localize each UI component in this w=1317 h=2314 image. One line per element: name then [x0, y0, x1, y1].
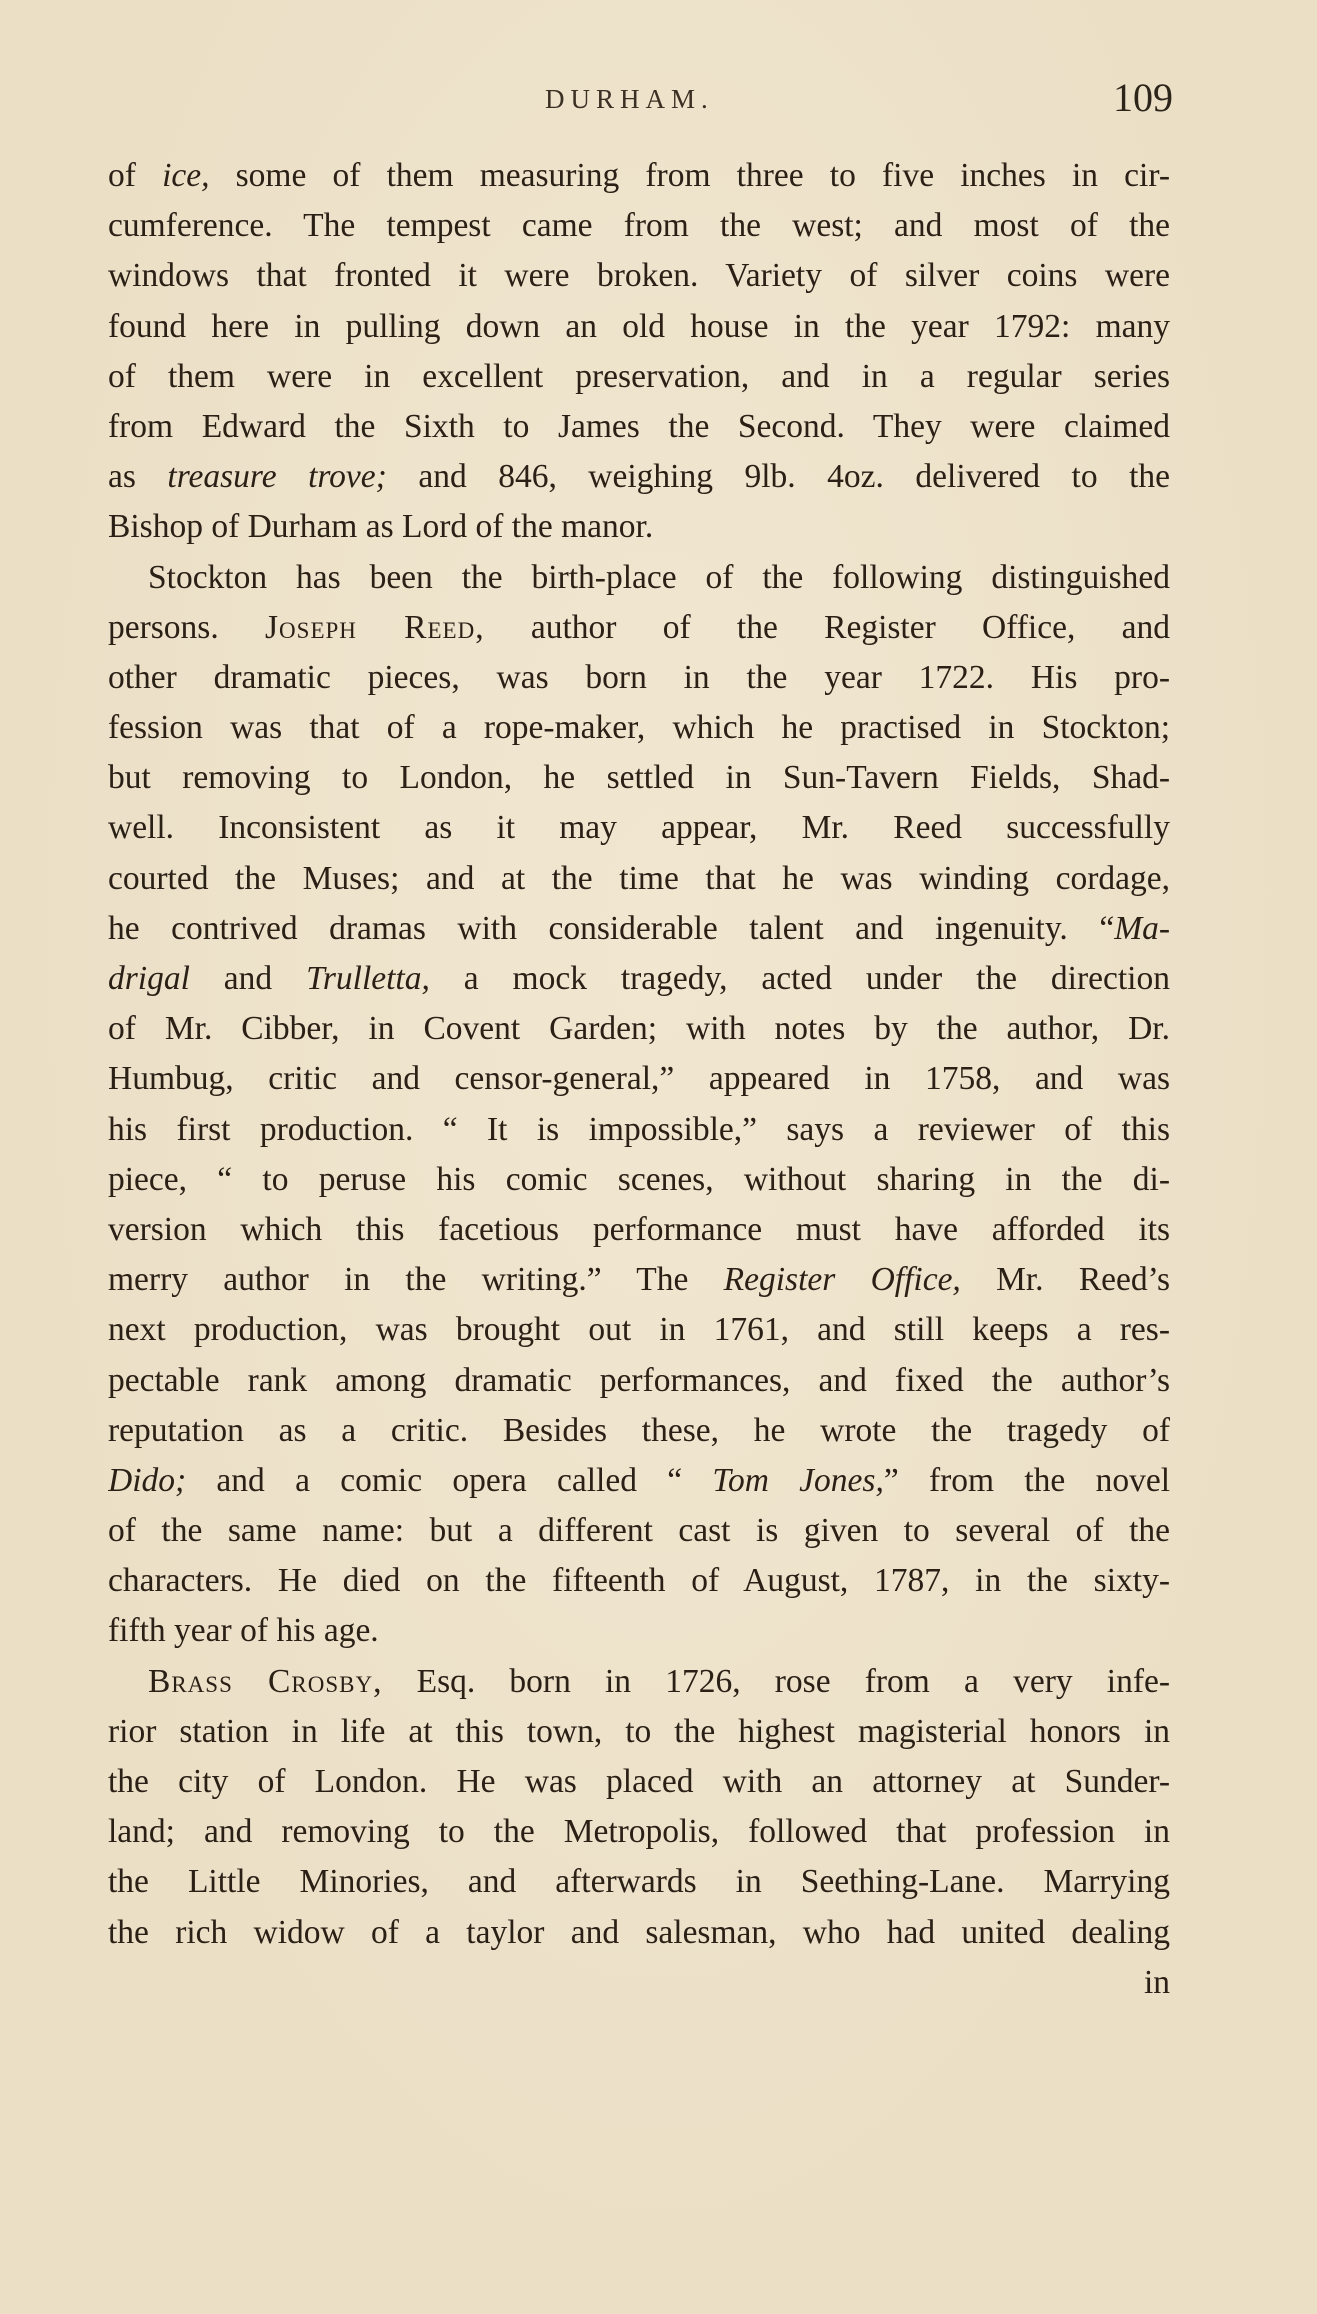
italic-text: treasure trove;: [167, 458, 387, 496]
text-line: [108, 753, 1170, 803]
text-run: fifth year of his age.: [108, 1612, 379, 1650]
text-line: [108, 1356, 1170, 1406]
text-line: [108, 1506, 1170, 1556]
running-head: DURHAM.: [545, 84, 714, 114]
catchword: in: [1143, 1963, 1170, 2001]
text-line: [108, 352, 1170, 402]
text-line: [108, 954, 1170, 1004]
text-run: Esq. born in 1726, rose from a very infe-: [382, 1662, 1170, 1700]
italic-text: Trulletta,: [306, 960, 430, 997]
text-line: [108, 703, 1170, 753]
text-line: [108, 1205, 1170, 1255]
text-line: [108, 1757, 1170, 1807]
text-run: as: [108, 458, 168, 496]
text-line: [108, 201, 1170, 251]
text-run: merry author in the writing.” The: [108, 1261, 724, 1299]
text-run: fession was that of a rope-maker, which he practised in Stockton;: [108, 709, 1170, 747]
text-run: pectable rank among dramatic performances, and fixed the author’s: [108, 1361, 1170, 1399]
text-line: [108, 1606, 1170, 1656]
text-run: of: [108, 157, 163, 194]
text-line: [108, 904, 1170, 954]
text-line: [108, 1857, 1170, 1907]
text-line: [108, 1054, 1170, 1104]
text-line: [108, 251, 1170, 301]
text-line: [108, 854, 1170, 904]
text-run: and a comic opera called “: [186, 1461, 713, 1499]
text-line: [108, 302, 1170, 352]
text-line: [108, 1305, 1170, 1355]
italic-text: drigal: [108, 960, 190, 997]
text-line: [108, 1004, 1170, 1054]
text-run: some of them measuring from three to five inches in cir-: [209, 157, 1170, 194]
text-line: [108, 553, 1170, 603]
text-line: [108, 1707, 1170, 1757]
text-line: [108, 1105, 1170, 1155]
text-run: from Edward the Sixth to James the Second. They were claimed: [108, 407, 1170, 445]
text-line: [108, 653, 1170, 703]
italic-text: Tom Jones,: [712, 1461, 884, 1499]
person-name: Joseph Reed,: [265, 608, 485, 646]
text-line: [108, 402, 1170, 452]
text-run: version which this facetious performance must have afforded its: [108, 1210, 1170, 1248]
text-run: windows that fronted it were broken. Variety of silver coins were: [108, 257, 1170, 295]
text-run: of them were in excellent preservation, and in a regular series: [108, 357, 1170, 395]
text-run: the Little Minories, and afterwards in Seething-Lane. Marrying: [108, 1863, 1170, 1901]
text-run: he contrived dramas with considerable talent and ingenuity. “: [108, 909, 1115, 947]
text-line: [108, 1255, 1170, 1305]
text-run: well. Inconsistent as it may appear, Mr. Reed successfully: [108, 809, 1170, 847]
text-run: and: [189, 960, 307, 997]
text-run: Mr. Reed’s: [960, 1261, 1170, 1299]
text-line: [108, 1406, 1170, 1456]
text-line: [108, 1556, 1170, 1606]
text-run: cumference. The tempest came from the west; and most of the: [108, 207, 1170, 245]
text-lines: [108, 151, 1170, 1958]
text-run: characters. He died on the fifteenth of August, 1787, in the sixty-: [108, 1562, 1170, 1600]
text-run: author of the Register Office, and: [484, 608, 1170, 646]
text-line: [108, 603, 1170, 653]
text-run: of Mr. Cibber, in Covent Garden; with notes by the author, Dr.: [108, 1010, 1170, 1048]
text-run: a mock tragedy, acted under the direction: [429, 960, 1170, 997]
text-run: piece, “ to peruse his comic scenes, without sharing in the di-: [108, 1160, 1170, 1198]
text-run: found here in pulling down an old house in the year 1792: many: [108, 307, 1170, 345]
text-line: [108, 1456, 1170, 1506]
text-run: other dramatic pieces, was born in the year 1722. His pro-: [108, 658, 1170, 696]
text-run: Humbug, critic and censor-general,” appeared in 1758, and was: [108, 1060, 1170, 1098]
body-text: [108, 151, 1170, 2008]
text-run: and 846, weighing 9lb. 4oz. delivered to the: [386, 458, 1170, 496]
person-name: Brass Crosby,: [148, 1662, 383, 1700]
text-run: persons.: [108, 608, 265, 646]
text-line: [108, 1657, 1170, 1707]
text-line: [108, 502, 1170, 552]
text-run: next production, was brought out in 1761, and still keeps a res-: [108, 1311, 1170, 1349]
text-run: the rich widow of a taylor and salesman, who had united dealing: [108, 1913, 1170, 1951]
text-line: [108, 452, 1170, 502]
italic-text: Dido;: [108, 1461, 187, 1499]
text-run: Stockton has been the birth-place of the following distinguished: [148, 558, 1170, 596]
text-run: ” from the novel: [883, 1461, 1170, 1499]
text-line: [108, 803, 1170, 853]
text-run: but removing to London, he settled in Sun-Tavern Fields, Shad-: [108, 759, 1170, 797]
page-number: 109: [1113, 75, 1173, 120]
text-run: courted the Muses; and at the time that he was winding cordage,: [108, 859, 1170, 897]
text-run: reputation as a critic. Besides these, he wrote the tragedy of: [108, 1411, 1170, 1449]
text-line: [108, 1155, 1170, 1205]
text-run: rior station in life at this town, to the highest magisterial honors in: [108, 1712, 1170, 1750]
italic-text: ice,: [162, 157, 210, 194]
italic-text: Ma-: [1114, 909, 1170, 947]
italic-text: Register Office,: [723, 1261, 961, 1299]
text-run: of the same name: but a different cast is given to several of the: [108, 1512, 1170, 1550]
text-run: land; and removing to the Metropolis, followed that profession in: [108, 1813, 1170, 1851]
text-line: [108, 1908, 1170, 1958]
text-run: the city of London. He was placed with an attorney at Sunder-: [108, 1763, 1170, 1800]
text-line: [108, 1807, 1170, 1857]
text-run: Bishop of Durham as Lord of the manor.: [108, 508, 654, 546]
text-run: his first production. “ It is impossible,” says a reviewer of this: [108, 1110, 1170, 1148]
text-line: [108, 151, 1170, 201]
